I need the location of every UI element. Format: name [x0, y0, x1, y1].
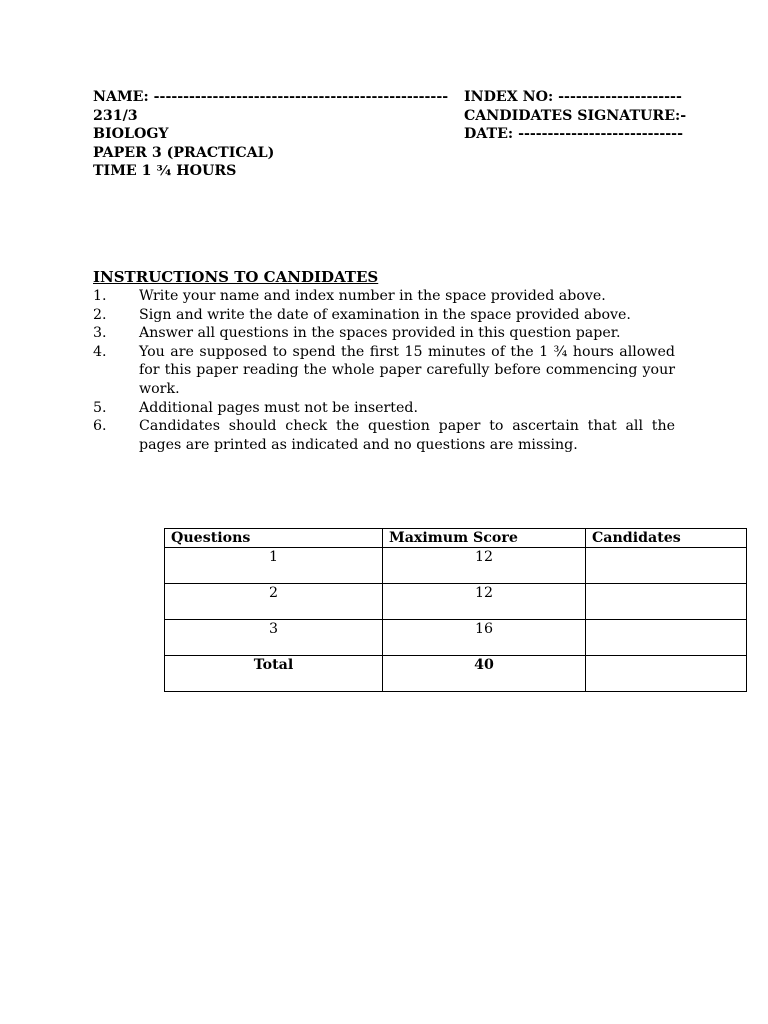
instruction-text: Write your name and index number in the space provided above.: [139, 288, 606, 304]
instruction-item: [93, 343, 675, 399]
instructions-list: [93, 287, 675, 454]
max-score-cell: 12: [383, 584, 586, 620]
date-field-line: DATE: ----------------------------: [464, 126, 683, 143]
time-allowed: TIME 1 ¾ HOURS: [93, 163, 237, 180]
instruction-text: Candidates should check the question paper to ascertain that all the pages are printed as indicated and no questions are missing.: [139, 418, 675, 453]
signature-field-line: CANDIDATES SIGNATURE:-: [464, 107, 687, 124]
instructions-title: INSTRUCTIONS TO CANDIDATES: [93, 268, 379, 286]
instruction-number: 1.: [93, 288, 107, 304]
paper-title: PAPER 3 (PRACTICAL): [93, 144, 275, 161]
header-left-block: [93, 88, 448, 181]
question-number-cell: 1: [165, 548, 383, 584]
index-no-field-line: INDEX NO: ---------------------: [464, 89, 682, 105]
instruction-item: [93, 417, 675, 454]
candidate-score-cell: [586, 548, 747, 584]
name-field-line: NAME: --------------------------------------------------: [93, 89, 449, 105]
instruction-text: Additional pages must not be inserted.: [139, 399, 418, 416]
total-row: [165, 656, 747, 692]
instruction-number: 5.: [93, 399, 107, 416]
total-max-score-cell: 40: [383, 656, 586, 692]
header-maximum-score: Maximum Score: [383, 529, 586, 548]
score-table: [164, 528, 747, 692]
total-candidate-score-cell: [586, 656, 747, 692]
header-right-block: [464, 88, 686, 144]
header-questions: Questions: [165, 529, 383, 548]
max-score-cell: 12: [383, 548, 586, 584]
paper-code: 231/3: [93, 107, 138, 124]
table-row: [165, 620, 747, 656]
candidate-score-cell: [586, 620, 747, 656]
instruction-text: You are supposed to spend the first 15 minutes of the 1 ¾ hours allowed for this paper reading the whole paper carefully before commencing your work.: [139, 343, 675, 397]
instruction-number: 2.: [93, 306, 107, 323]
question-number-cell: 2: [165, 584, 383, 620]
instruction-item: [93, 324, 675, 343]
instruction-item: [93, 287, 675, 306]
score-table-header-row: [165, 529, 747, 548]
instruction-text: Sign and write the date of examination in the space provided above.: [139, 306, 631, 323]
question-number-cell: 3: [165, 620, 383, 656]
subject-name: BIOLOGY: [93, 126, 169, 143]
table-row: [165, 584, 747, 620]
header-candidates: Candidates: [586, 529, 747, 548]
instruction-item: [93, 306, 675, 325]
total-label-cell: Total: [165, 656, 383, 692]
instruction-item: [93, 399, 675, 418]
max-score-cell: 16: [383, 620, 586, 656]
table-row: [165, 548, 747, 584]
instruction-text: Answer all questions in the spaces provided in this question paper.: [139, 325, 621, 342]
instruction-number: 6.: [93, 418, 107, 435]
instruction-number: 3.: [93, 325, 107, 342]
instruction-number: 4.: [93, 343, 107, 360]
candidate-score-cell: [586, 584, 747, 620]
